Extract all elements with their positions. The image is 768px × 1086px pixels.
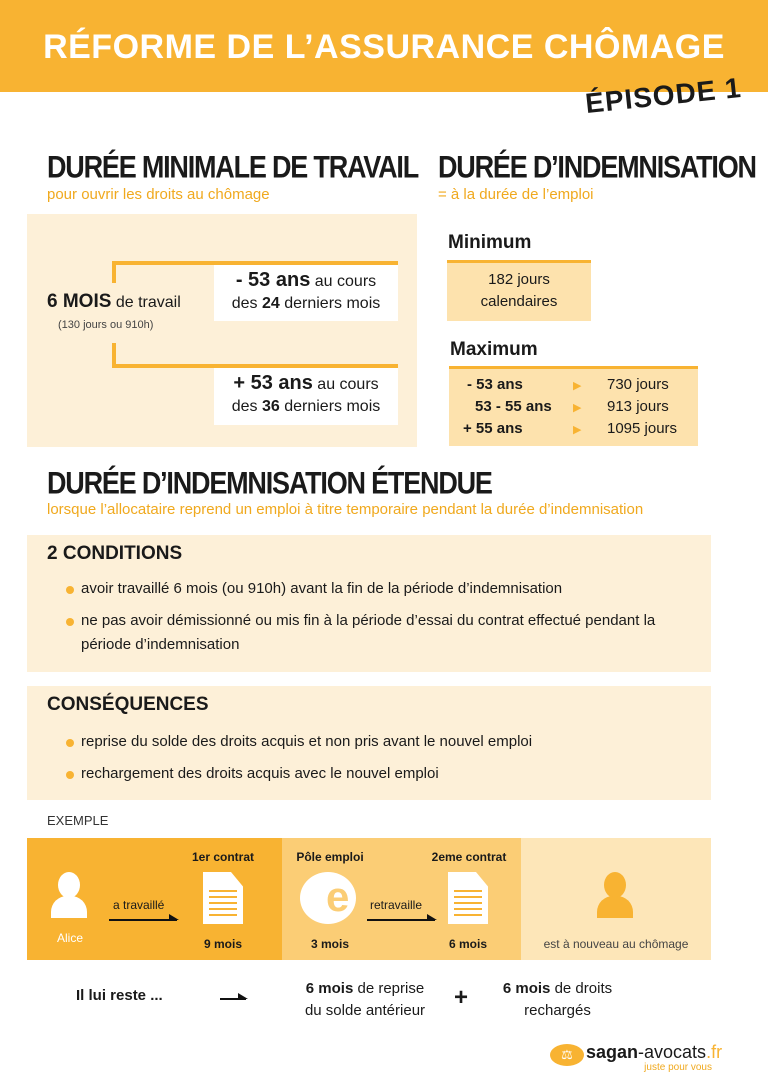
text: 182 jours	[488, 271, 550, 288]
text: de reprise	[353, 980, 425, 997]
header-banner	[0, 0, 768, 92]
conditions-title: 2 CONDITIONS	[47, 543, 183, 564]
age-label: - 53 ans	[235, 269, 311, 291]
max-row	[449, 420, 698, 442]
pole-emploi-label: Pôle emploi	[296, 850, 364, 864]
pole-emploi-logo-icon: e	[300, 872, 356, 924]
text: calendaires	[480, 293, 558, 310]
six-months-label	[47, 291, 181, 313]
age-label: + 53 ans	[233, 372, 313, 394]
section-subtitle: = à la durée de l’emploi	[438, 186, 594, 203]
section-subtitle: pour ouvrir les droits au chômage	[47, 186, 270, 203]
list-item: ne pas avoir démissionné ou mis fin à la période d’essai du contrat effectué pendant la période d’indemnisation	[47, 609, 667, 657]
triangle-icon: ▶	[573, 402, 582, 414]
text: 6 mois	[305, 980, 354, 997]
days: 730 jours	[607, 376, 669, 393]
section-subtitle: lorsque l’allocataire reprend un emploi à titre temporaire pendant la durée d’indemnisation	[47, 501, 644, 518]
text: rechargés	[524, 1002, 591, 1019]
plus-sign: +	[454, 984, 469, 1011]
result-reprise	[280, 978, 450, 1022]
person-icon	[51, 872, 87, 918]
text: -avocats	[638, 1042, 707, 1062]
text: des	[231, 295, 262, 312]
status-label: est à nouveau au chômage	[543, 937, 689, 951]
action-label: retravaille	[370, 898, 423, 912]
age: 53 - 55 ans	[475, 398, 552, 415]
text: derniers mois	[279, 295, 381, 312]
months: 24	[261, 295, 280, 312]
arrow-icon	[109, 919, 177, 921]
maximum-box	[449, 366, 698, 446]
maximum-title: Maximum	[450, 339, 538, 360]
option-over-53	[214, 368, 398, 425]
remains-label: Il lui reste ...	[76, 987, 163, 1004]
contract-label: 1er contrat	[191, 850, 255, 864]
text: de droits	[550, 980, 613, 997]
consequences-panel	[27, 686, 711, 800]
episode-label: ÉPISODE 1	[583, 71, 743, 120]
minimum-title: Minimum	[448, 232, 532, 253]
duration: 6 mois	[448, 937, 487, 951]
list-item: reprise du solde des droits acquis et non pris avant le nouvel emploi	[47, 730, 677, 754]
days: 1095 jours	[607, 420, 678, 437]
text: sagan	[586, 1042, 639, 1062]
conditions-panel	[27, 535, 711, 672]
duration: 3 mois	[310, 937, 349, 951]
age: - 53 ans	[467, 376, 523, 393]
minimum-box	[447, 260, 591, 321]
page-title: RÉFORME DE L’ASSURANCE CHÔMAGE	[43, 28, 725, 66]
example-step-1	[27, 838, 282, 960]
text: .fr	[706, 1042, 723, 1062]
six-months-note: (130 jours ou 910h)	[58, 319, 154, 331]
text: 6 MOIS	[47, 291, 112, 312]
arrow-icon	[367, 919, 435, 921]
example-step-3	[521, 838, 711, 960]
consequences-title: CONSÉQUENCES	[47, 694, 209, 715]
max-row	[449, 398, 698, 420]
arrow-icon	[220, 998, 246, 1000]
duration: 9 mois	[203, 937, 242, 951]
example-label: EXEMPLE	[47, 813, 109, 828]
action-label: a travaillé	[113, 898, 165, 912]
bracket-line	[112, 261, 116, 283]
text: du solde antérieur	[304, 1002, 426, 1019]
contract-label: 2eme contrat	[431, 850, 507, 864]
document-icon	[448, 872, 488, 924]
text: de travail	[111, 294, 181, 311]
document-icon	[203, 872, 243, 924]
list-item: avoir travaillé 6 mois (ou 910h) avant la fin de la période d’indemnisation	[47, 577, 677, 601]
person-icon	[597, 872, 633, 918]
person-name: Alice	[57, 931, 84, 945]
text: au cours	[312, 376, 379, 393]
triangle-icon: ▶	[573, 424, 582, 436]
list-item: rechargement des droits acquis avec le nouvel emploi	[47, 762, 677, 786]
section-title-extended: DURÉE D’INDEMNISATION ÉTENDUE	[47, 466, 492, 501]
months: 36	[261, 398, 280, 415]
age: + 55 ans	[463, 420, 523, 437]
option-under-53	[214, 265, 398, 321]
text: des	[231, 398, 262, 415]
text: au cours	[310, 273, 377, 290]
result-recharge	[480, 978, 635, 1022]
scales-icon: ⚖	[550, 1044, 584, 1066]
example-step-2	[282, 838, 521, 960]
days: 913 jours	[607, 398, 669, 415]
section-title-indemnisation: DURÉE D’INDEMNISATION	[438, 150, 756, 185]
sagan-avocats-logo[interactable]	[550, 1040, 723, 1076]
max-row	[449, 376, 698, 398]
triangle-icon: ▶	[573, 380, 582, 392]
tagline: juste pour vous	[644, 1062, 712, 1073]
text: derniers mois	[279, 398, 381, 415]
text: 6 mois	[502, 980, 551, 997]
section-title-min-work: DURÉE MINIMALE DE TRAVAIL	[47, 150, 418, 185]
